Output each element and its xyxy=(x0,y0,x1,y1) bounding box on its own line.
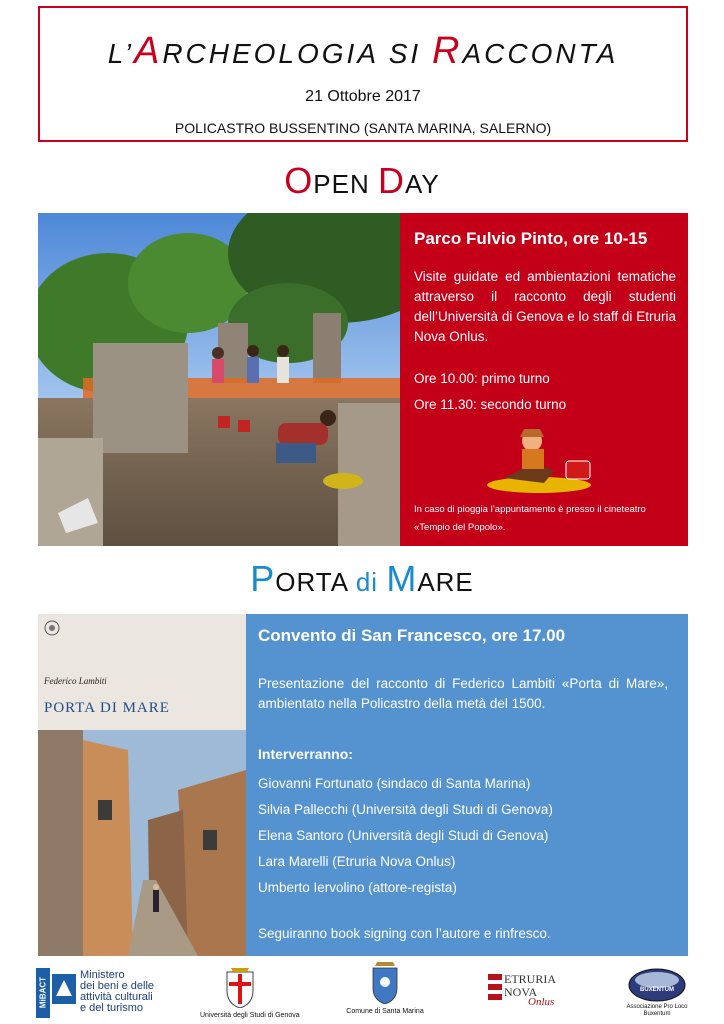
book-title: PORTA DI MARE xyxy=(44,700,170,716)
second-turn: Ore 11.30: secondo turno xyxy=(414,397,567,412)
genova-caption: Università degli Studi di Genova xyxy=(200,1012,300,1019)
publisher-logo-icon xyxy=(44,620,60,636)
etruria-mark-icon xyxy=(488,974,502,1000)
proloco-badge-icon xyxy=(628,968,686,1002)
mibact-emblem-icon xyxy=(52,974,76,1004)
proloco-buxentum-logo xyxy=(622,966,692,1018)
santa-marina-logo xyxy=(345,962,425,1016)
etruria-line2: NOVA xyxy=(504,985,538,999)
porta-di-mare-heading: Convento di San Francesco, ore 17.00 xyxy=(258,626,566,645)
open-day-description: Visite guidate ed ambientazioni tematiche attraverso il racconto degli studenti dell’Università di Genova e lo staff di Etruria Nova Onlus. xyxy=(414,269,676,344)
book-cover xyxy=(38,614,246,956)
proloco-caption-2: Buxentum xyxy=(643,1011,671,1017)
mibact-side-label: MiBACT xyxy=(38,976,48,1009)
event-date: 21 Ottobre 2017 xyxy=(305,88,421,105)
porta-di-mare-title: PORTA di MARE xyxy=(250,558,474,599)
book-author: Federico Lambiti xyxy=(44,676,107,686)
etruria-nova-logo xyxy=(488,972,568,1020)
open-day-heading: Parco Fulvio Pinto, ore 10-15 xyxy=(414,229,648,248)
speaker-item: Lara Marelli (Etruria Nova Onlus) xyxy=(258,854,456,869)
main-title: L’ARCHEOLOGIA SI RACCONTA xyxy=(107,30,619,72)
mibact-logo xyxy=(36,968,186,1018)
closing-note: Seguiranno book signing con l’autore e rinfresco. xyxy=(258,926,551,941)
alley-illustration xyxy=(38,730,246,956)
header-box xyxy=(38,6,688,142)
open-day-title: OPEN DAY xyxy=(284,160,440,201)
first-turn: Ore 10.00: primo turno xyxy=(414,371,550,386)
rain-note: In caso di pioggia l’appuntamento è presso il cineteatro «Tempio del Popolo». xyxy=(414,504,646,533)
proloco-badge-text: BUXENTUM xyxy=(640,987,674,993)
genova-university-logo xyxy=(200,968,300,1020)
proloco-caption-1: Associazione Pro Loco xyxy=(626,1004,688,1010)
mibact-text: Ministero dei beni e delle attività culturali e del turismo xyxy=(80,969,155,1014)
speaker-item: Silvia Pallecchi (Università degli Studi di Genova) xyxy=(258,802,553,817)
etruria-line3: Onlus xyxy=(528,996,555,1008)
santa-marina-caption: Comune di Santa Marina xyxy=(346,1008,424,1015)
speaker-item: Elena Santoro (Università degli Studi di Genova) xyxy=(258,828,549,843)
open-day-info-panel xyxy=(400,213,688,546)
porta-di-mare-description: Presentazione del racconto di Federico Lambiti «Porta di Mare», ambientato nella Policastro della metà del 1500. xyxy=(258,676,668,711)
speaker-item: Giovanni Fortunato (sindaco di Santa Marina) xyxy=(258,776,531,791)
genova-crest-icon xyxy=(225,968,255,1008)
speakers-label: Interverranno: xyxy=(258,746,353,762)
etruria-line1: ETRURIA xyxy=(504,972,556,986)
excavation-photo xyxy=(38,213,400,546)
porta-di-mare-info-panel xyxy=(246,614,688,956)
archaeologist-cartoon-icon xyxy=(484,423,600,495)
speaker-item: Umberto Iervolino (attore-regista) xyxy=(258,880,457,895)
santa-marina-crest-icon xyxy=(370,962,400,1004)
event-location: POLICASTRO BUSSENTINO (SANTA MARINA, SALERNO) xyxy=(174,120,552,136)
